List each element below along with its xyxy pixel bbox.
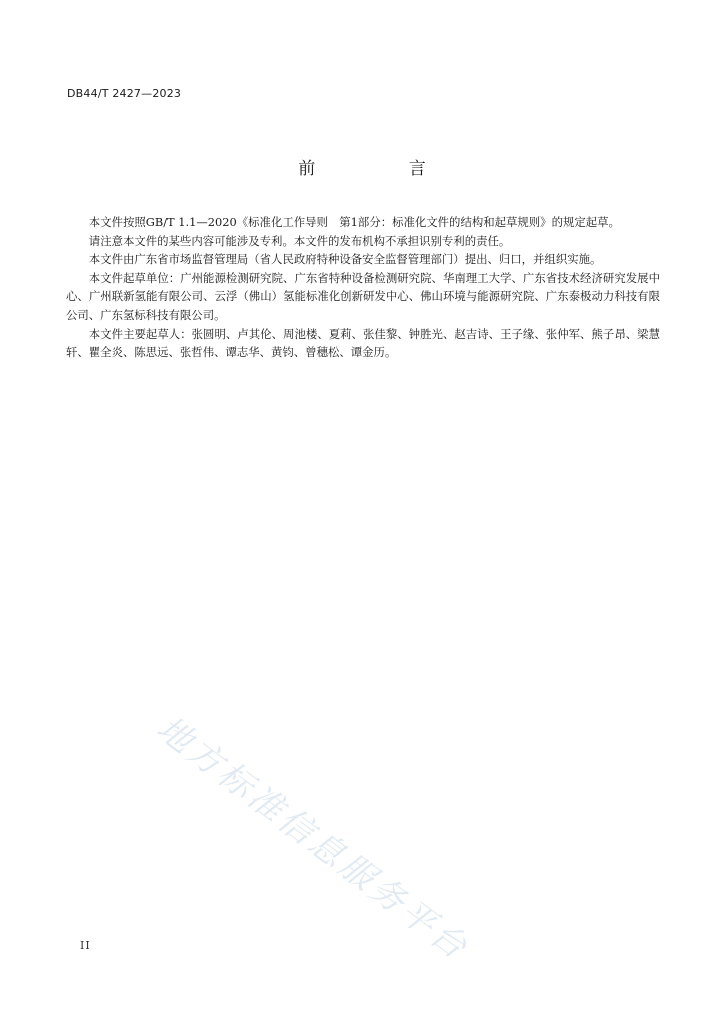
page-title: 前 言 [298, 159, 470, 179]
paragraph-drafters: 本文件主要起草人：张圆明、卢其伦、周池楼、夏莉、张佳黎、钟胜光、赵吉诗、王子缘、张仲军、熊子昂、梁慧轩、瞿全炎、陈思远、张哲伟、谭志华、黄钧、曾穗松、谭金历。 [66, 326, 660, 360]
page-number: II [80, 939, 91, 952]
watermark: 地方标准信息服务平台 [149, 708, 477, 970]
paragraph-drafting-units: 本文件起草单位：广州能源检测研究院、广东省特种设备检测研究院、华南理工大学、广东省技术经济研究发展中心、广州联新氢能有限公司、云浮（佛山）氢能标准化创新研发中心、佛山环境与能源研究院、广东泰极动力科技有限公司、广东氢标科技有限公司。 [66, 270, 660, 322]
paragraph-drafting-rules: 本文件按照GB/T 1.1—2020《标准化工作导则 第1部分：标准化文件的结构和起草规则》的规定起草。 [88, 215, 620, 229]
paragraph-patent-notice: 请注意本文件的某些内容可能涉及专利。本文件的发布机构不承担识别专利的责任。 [88, 233, 511, 248]
foreword-body [66, 213, 660, 362]
paragraph-proposer: 本文件由广东省市场监督管理局（省人民政府特种设备安全监督管理部门）提出、归口，并组织实施。 [88, 252, 602, 267]
standard-code: DB44/T 2427—2023 [67, 87, 182, 100]
